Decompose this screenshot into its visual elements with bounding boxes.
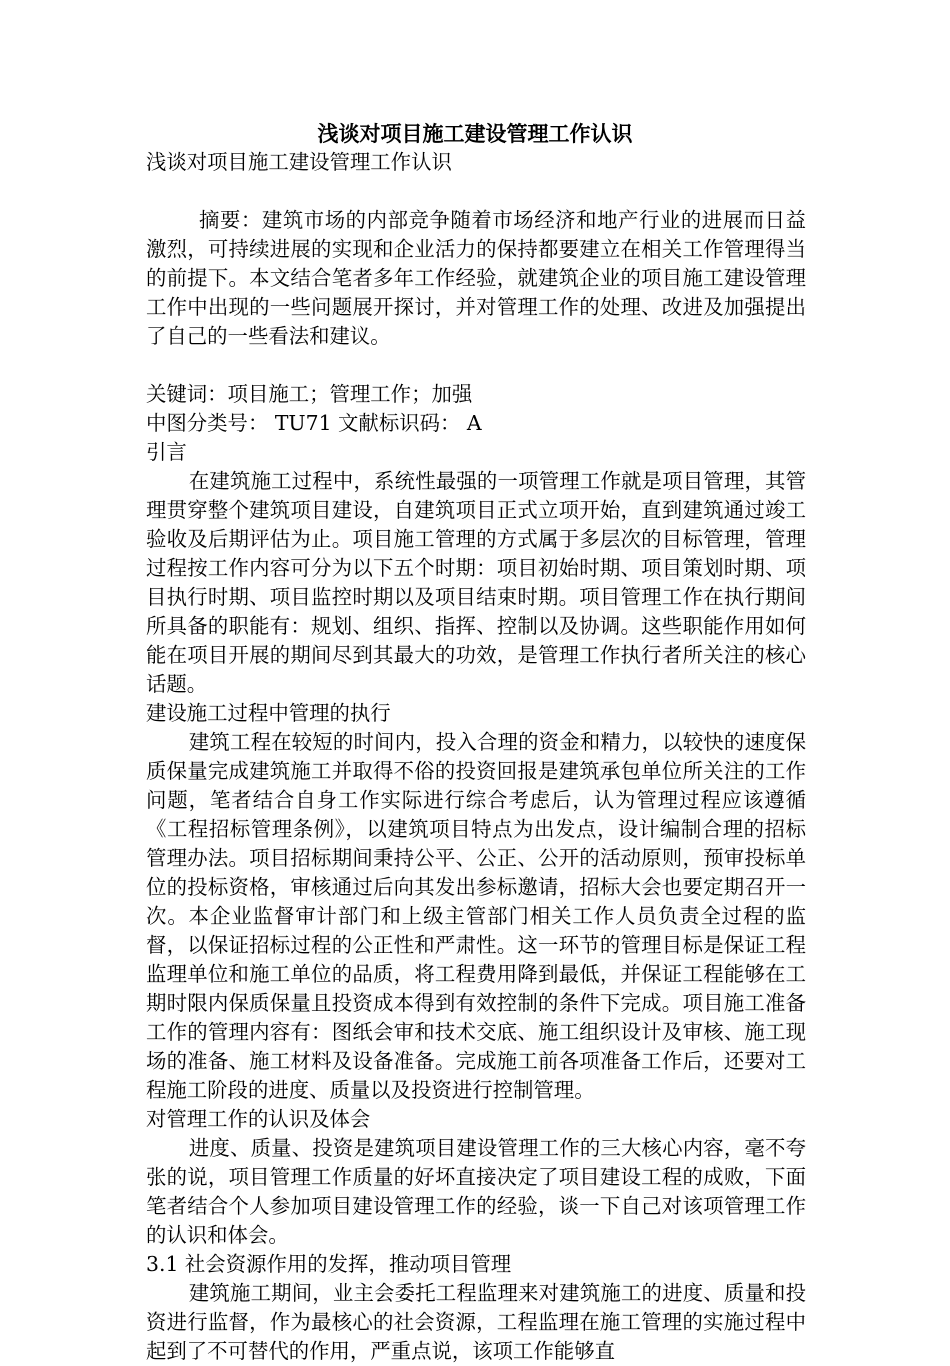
document-body [146,148,806,1366]
intro-paragraph: 在建筑施工过程中，系统性最强的一项管理工作就是项目管理，其管理贯穿整个建筑项目建设，自建筑项目正式立项开始，直到建筑通过竣工验收及后期评估为止。项目施工管理的方式属于多层次的目标管理，管理过程按工作内容可分为以下五个时期：项目初始时期、项目策划时期、项目执行时期、项目监控时期以及项目结束时期。项目管理工作在执行期间所具备的职能有：规划、组织、指挥、控制以及协调。这些职能作用如何能在项目开展的期间尽到其最大的功效，是管理工作执行者所关注的核心话题。 [146,469,806,696]
classification-line: 中图分类号： TU71 文献标识码： A [146,411,482,435]
section-2-paragraph: 进度、质量、投资是建筑项目建设管理工作的三大核心内容，毫不夸张的说，项目管理工作质量的好坏直接决定了项目建设工程的成败，下面笔者结合个人参加项目建设管理工作的经验，谈一下自己对该项管理工作的认识和体会。 [146,1136,806,1247]
document-title: 浅谈对项目施工建设管理工作认识 [317,121,633,146]
section-3-paragraph: 建筑施工期间，业主会委托工程监理来对建筑施工的进度、质量和投资进行监督，作为最核心的社会资源，工程监理在施工管理的实施过程中起到了不可替代的作用，严重点说，该项工作能够直 [146,1281,806,1363]
abstract-paragraph: 摘要：建筑市场的内部竞争随着市场经济和地产行业的进展而日益激烈，可持续进展的实现和企业活力的保持都要建立在相关工作管理得当的前提下。本文结合笔者多年工作经验，就建筑企业的项目施工建设管理工作中出现的一些问题展开探讨，并对管理工作的处理、改进及加强提出了自己的一些看法和建议。 [146,208,806,348]
section-heading-intro: 引言 [146,440,187,464]
section-heading-2: 对管理工作的认识及体会 [146,1107,371,1131]
document-subtitle: 浅谈对项目施工建设管理工作认识 [146,150,452,174]
blank-line [146,177,806,206]
keywords-line: 关键词：项目施工；管理工作；加强 [146,382,473,406]
section-heading-3: 3.1 社会资源作用的发挥，推动项目管理 [146,1252,512,1276]
section-1-paragraph: 建筑工程在较短的时间内，投入合理的资金和精力，以较快的速度保质保量完成建筑施工并取得不俗的投资回报是建筑承包单位所关注的工作问题，笔者结合自身工作实际进行综合考虑后，认为管理过程应该遵循《工程招标管理条例》，以建筑项目特点为出发点，设计编制合理的招标管理办法。项目招标期间秉持公平、公正、公开的活动原则，预审投标单位的投标资格，审核通过后向其发出参标邀请，招标大会也要定期召开一次。本企业监督审计部门和上级主管部门相关工作人员负责全过程的监督，以保证招标过程的公正性和严肃性。这一环节的管理目标是保证工程监理单位和施工单位的品质，将工程费用降到最低，并保证工程能够在工期时限内保质保量且投资成本得到有效控制的条件下完成。项目施工准备工作的管理内容有：图纸会审和技术交底、施工组织设计及审核、施工现场的准备、施工材料及设备准备。完成施工前各项准备工作后，还要对工程施工阶段的进度、质量以及投资进行控制管理。 [146,730,806,1102]
section-heading-1: 建设施工过程中管理的执行 [146,701,391,725]
